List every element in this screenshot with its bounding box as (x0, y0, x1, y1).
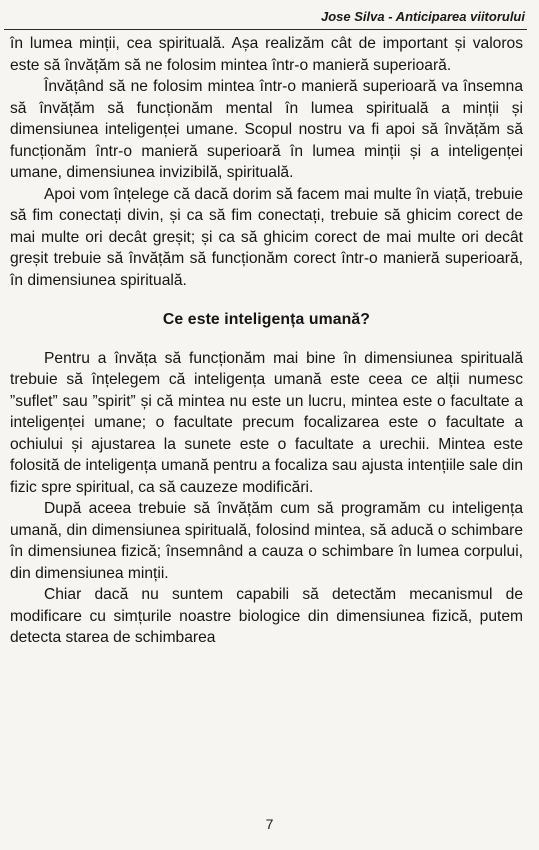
paragraph-6: Chiar dacă nu suntem capabili să detectăm mecanismul de modificare cu simțurile noastre biologice din dimensiunea fizică, putem detecta starea de schimbarea (10, 586, 523, 646)
paragraph-4: Pentru a învăța să funcționăm mai bine în dimensiunea spirituală trebuie să înțelegem că inteligența umană este ceea ce alții numesc ”suflet” sau ”spirit” și că mintea nu este un lucru, mintea este o facultate a inteligenței umane; o facultate precum focalizarea este o facultate a ochiului și ajustarea la sunete este o facultate a urechii. Mintea este folosită de inteligența umană pentru a focaliza sau ajusta intențiile sale din fizic spre spiritual, ca să cauzeze modificări. (10, 349, 523, 496)
paragraph-2: Învățând să ne folosim mintea într-o manieră superioară va însemna să învățăm să funcționăm mental în lumea spirituală a minții și dimensiunea inteligenței umane. Scopul nostru va fi apoi să învățăm să funcționăm într-o manieră superioară în lumea minții și a inteligenței umane, dimensiunea invizibilă, spirituală. (10, 78, 523, 181)
header-rule (4, 29, 527, 30)
section-heading: Ce este inteligența umană? (162, 311, 371, 328)
paragraph-1: în lumea minții, cea spirituală. Așa realizăm cât de important și valoros este să învățăm să ne folosim mintea într-o manieră superioară. (10, 35, 523, 74)
paragraph-5: După aceea trebuie să învățăm cum să programăm cu inteligența umană, din dimensiunea spirituală, folosind mintea, să aducă o schimbare în dimensiunea fizică; însemnând a cauza o schimbare în lumea corpului, din dimensiunea minții. (10, 500, 523, 582)
page-number: 7 (265, 816, 274, 832)
running-header: Jose Silva - Anticiparea viitorului (321, 9, 525, 24)
paragraph-3: Apoi vom înțelege că dacă dorim să facem mai multe în viață, trebuie să fim conectați divin, și ca să fim conectați, trebuie să ghicim corect de mai multe ori decât greșit; și ca să ghicim corect de mai multe ori decât greșit trebuie să învățăm să funcționăm corect într-o manieră superioară, în dimensiunea spirituală. (10, 185, 523, 289)
body-text (10, 33, 523, 649)
